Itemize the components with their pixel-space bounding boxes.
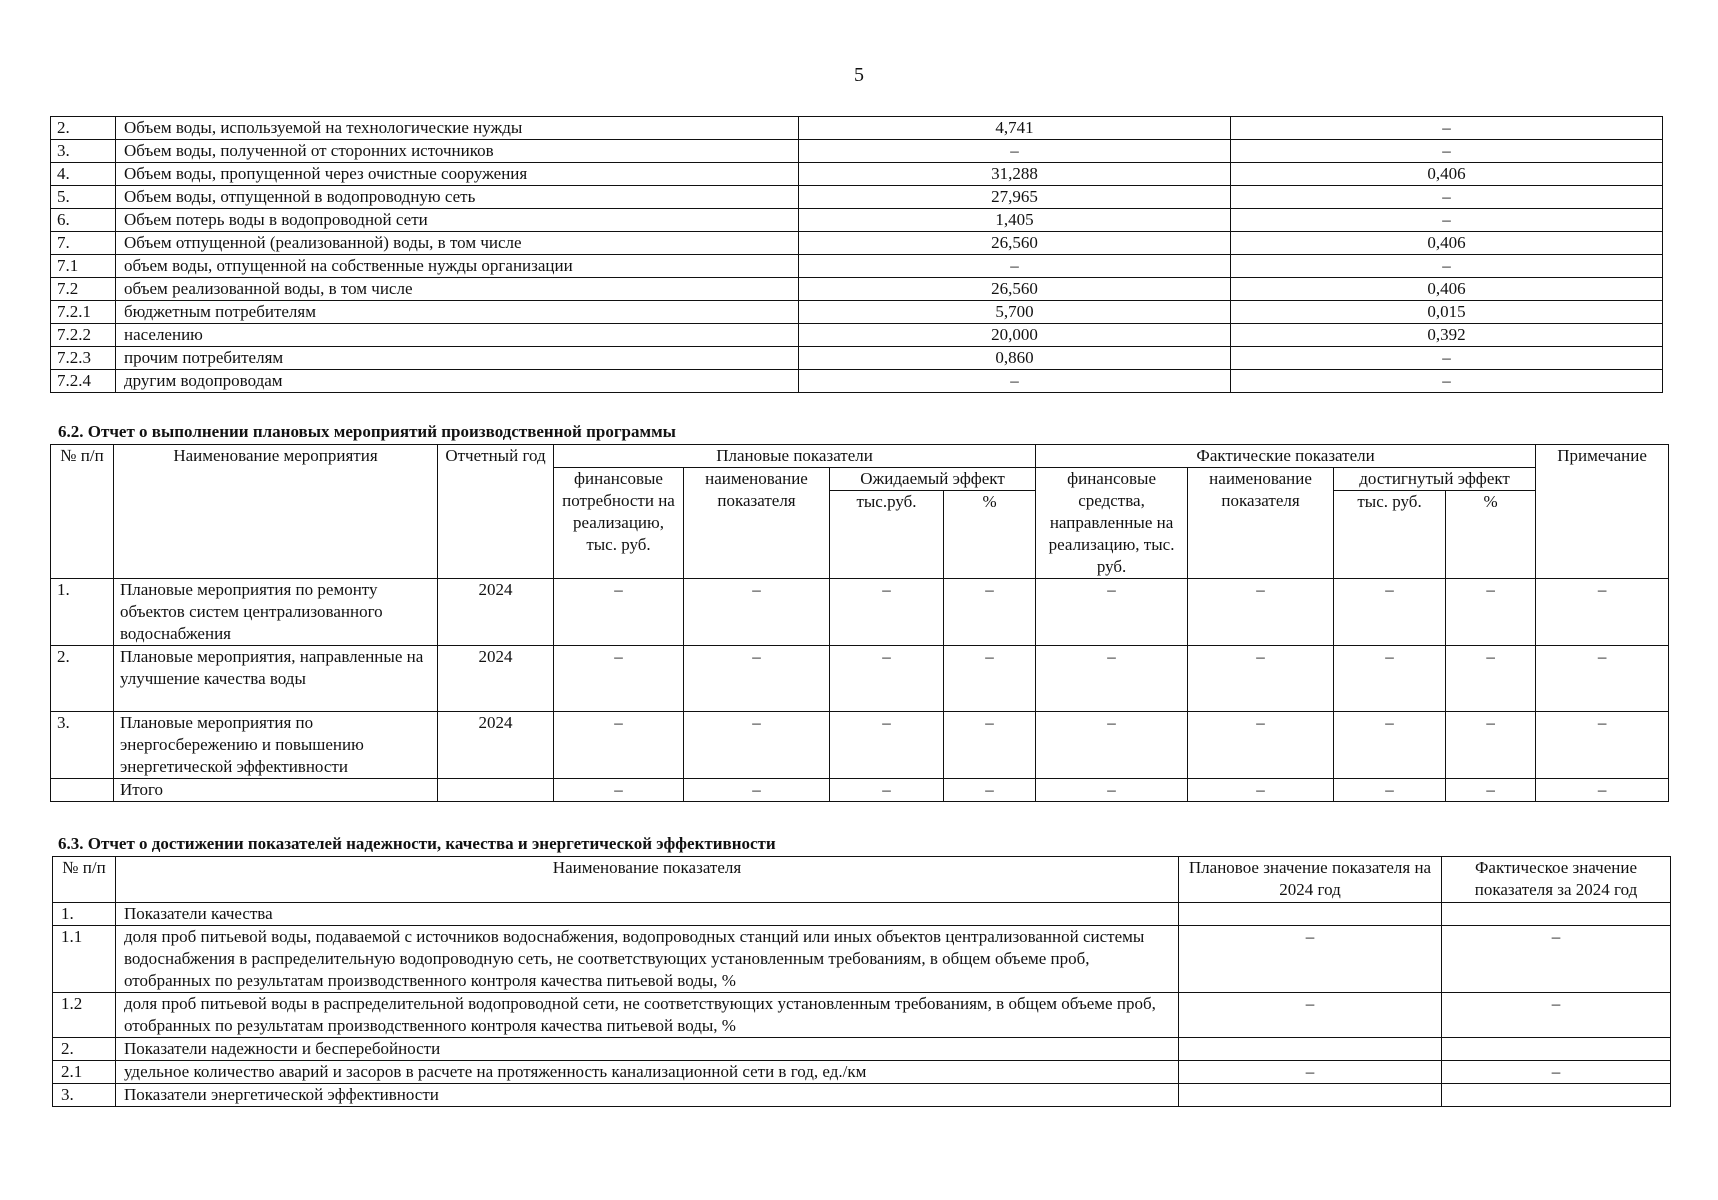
row-cell: – <box>944 779 1036 802</box>
row-name: Плановые мероприятия, направленные на улучшение качества воды <box>114 646 438 712</box>
row-value-1: 0,860 <box>799 347 1231 370</box>
table-row <box>51 255 1663 278</box>
table-row <box>53 1061 1671 1084</box>
header-fact-pct: % <box>1446 491 1536 579</box>
table-row <box>51 579 1669 646</box>
header-plan-pct: % <box>944 491 1036 579</box>
row-name: Итого <box>114 779 438 802</box>
row-fact <box>1442 903 1671 926</box>
row-cell: – <box>1334 779 1446 802</box>
table-row <box>51 712 1669 779</box>
row-cell: – <box>1036 779 1188 802</box>
header-num: № п/п <box>53 857 116 903</box>
row-value-2: – <box>1231 140 1663 163</box>
table-row <box>51 163 1663 186</box>
row-plan: – <box>1179 1061 1442 1084</box>
header-row <box>51 445 1669 468</box>
row-cell: – <box>684 579 830 646</box>
row-fact <box>1442 1084 1671 1107</box>
row-number: 1.2 <box>53 993 116 1038</box>
row-value-1: 20,000 <box>799 324 1231 347</box>
row-value-1: – <box>799 370 1231 393</box>
row-value-1: 26,560 <box>799 232 1231 255</box>
row-name: Объем воды, полученной от сторонних источников <box>116 140 799 163</box>
row-cell: – <box>1036 579 1188 646</box>
row-number: 7.2 <box>51 278 116 301</box>
row-cell: – <box>1334 579 1446 646</box>
header-fact-rub: тыс. руб. <box>1334 491 1446 579</box>
row-value-1: 27,965 <box>799 186 1231 209</box>
header-year: Отчетный год <box>438 445 554 579</box>
header-plan: Плановое значение показателя на 2024 год <box>1179 857 1442 903</box>
table-row <box>51 301 1663 324</box>
table-row <box>53 993 1671 1038</box>
row-number: 7.2.4 <box>51 370 116 393</box>
row-name: доля проб питьевой воды, подаваемой с источников водоснабжения, водопроводных станций или иных объектов централизованной системы водоснабжения в распределительную водопроводную сеть, не соответствующих установленным требованиям, в общем объеме проб, отобранных по результатам производственного контроля качества питьевой воды, % <box>116 926 1179 993</box>
row-fact <box>1442 1038 1671 1061</box>
section-63-title: 6.3. Отчет о достижении показателей надежности, качества и энергетической эффективности <box>58 834 776 853</box>
header-fact: Фактическое значение показателя за 2024 год <box>1442 857 1671 903</box>
row-value-2: 0,406 <box>1231 278 1663 301</box>
row-cell: – <box>830 646 944 712</box>
total-row <box>51 779 1669 802</box>
row-cell: – <box>1188 646 1334 712</box>
header-planned: Плановые показатели <box>554 445 1036 468</box>
row-name: удельное количество аварий и засоров в расчете на протяженность канализационной сети в год, ед./км <box>116 1061 1179 1084</box>
row-cell: – <box>830 712 944 779</box>
table-row <box>53 1084 1671 1107</box>
row-number: 7.2.1 <box>51 301 116 324</box>
row-value-2: – <box>1231 347 1663 370</box>
table-row <box>51 646 1669 712</box>
row-cell: – <box>1446 712 1536 779</box>
row-cell: – <box>1334 646 1446 712</box>
row-name: Показатели энергетической эффективности <box>116 1084 1179 1107</box>
row-value-1: – <box>799 255 1231 278</box>
row-number: 2. <box>51 646 114 712</box>
row-year: 2024 <box>438 712 554 779</box>
row-cell: – <box>830 579 944 646</box>
row-value-2: – <box>1231 370 1663 393</box>
row-cell: – <box>554 712 684 779</box>
row-number: 2. <box>53 1038 116 1061</box>
table-row <box>51 186 1663 209</box>
page-number: 5 <box>854 64 864 86</box>
table-row <box>53 1038 1671 1061</box>
row-year <box>438 779 554 802</box>
row-value-1: 5,700 <box>799 301 1231 324</box>
row-cell: – <box>830 779 944 802</box>
row-value-1: 4,741 <box>799 117 1231 140</box>
row-cell: – <box>1536 779 1669 802</box>
row-cell: – <box>554 646 684 712</box>
table-row <box>51 209 1663 232</box>
section-62-title: 6.2. Отчет о выполнении плановых мероприятий производственной программы <box>58 422 676 441</box>
row-cell: – <box>554 779 684 802</box>
row-value-2: 0,015 <box>1231 301 1663 324</box>
row-fact: – <box>1442 926 1671 993</box>
row-value-1: 26,560 <box>799 278 1231 301</box>
row-cell: – <box>944 646 1036 712</box>
row-fact: – <box>1442 993 1671 1038</box>
row-cell: – <box>684 779 830 802</box>
row-cell: – <box>684 646 830 712</box>
row-number <box>51 779 114 802</box>
header-row <box>53 857 1671 903</box>
row-year: 2024 <box>438 646 554 712</box>
row-name: прочим потребителям <box>116 347 799 370</box>
row-plan: – <box>1179 926 1442 993</box>
row-fact: – <box>1442 1061 1671 1084</box>
row-plan <box>1179 903 1442 926</box>
header-fact-indicator: наименование показателя <box>1188 468 1334 579</box>
header-note: Примечание <box>1536 445 1669 579</box>
row-cell: – <box>1446 579 1536 646</box>
row-year: 2024 <box>438 579 554 646</box>
row-name: объем воды, отпущенной на собственные нужды организации <box>116 255 799 278</box>
row-name: Объем воды, отпущенной в водопроводную сеть <box>116 186 799 209</box>
planned-activities-table <box>50 444 1669 802</box>
row-name: бюджетным потребителям <box>116 301 799 324</box>
header-plan-fin: финансовые потребности на реализацию, тыс. руб. <box>554 468 684 579</box>
header-fact-fin: финансовые средства, направленные на реализацию, тыс. руб. <box>1036 468 1188 579</box>
row-number: 1. <box>53 903 116 926</box>
row-cell: – <box>944 579 1036 646</box>
row-value-2: – <box>1231 117 1663 140</box>
row-name: населению <box>116 324 799 347</box>
row-cell: – <box>1446 646 1536 712</box>
header-name: Наименование показателя <box>116 857 1179 903</box>
row-number: 6. <box>51 209 116 232</box>
row-number: 7.2.2 <box>51 324 116 347</box>
table-row <box>51 324 1663 347</box>
row-name: Объем потерь воды в водопроводной сети <box>116 209 799 232</box>
row-number: 2.1 <box>53 1061 116 1084</box>
row-cell: – <box>1536 712 1669 779</box>
row-number: 7. <box>51 232 116 255</box>
row-cell: – <box>1036 712 1188 779</box>
row-number: 7.1 <box>51 255 116 278</box>
indicators-table <box>52 856 1671 1107</box>
row-cell: – <box>1446 779 1536 802</box>
header-plan-rub: тыс.руб. <box>830 491 944 579</box>
table-row <box>51 232 1663 255</box>
water-volume-table <box>50 116 1663 393</box>
row-cell: – <box>1536 646 1669 712</box>
row-plan <box>1179 1084 1442 1107</box>
header-plan-indicator: наименование показателя <box>684 468 830 579</box>
row-cell: – <box>1536 579 1669 646</box>
row-number: 4. <box>51 163 116 186</box>
table-row <box>53 926 1671 993</box>
row-number: 3. <box>51 140 116 163</box>
row-value-2: 0,406 <box>1231 232 1663 255</box>
row-value-1: 31,288 <box>799 163 1231 186</box>
row-number: 5. <box>51 186 116 209</box>
row-value-2: – <box>1231 186 1663 209</box>
header-actual: Фактические показатели <box>1036 445 1536 468</box>
row-number: 7.2.3 <box>51 347 116 370</box>
row-value-2: 0,406 <box>1231 163 1663 186</box>
row-name: Показатели качества <box>116 903 1179 926</box>
row-name: Объем отпущенной (реализованной) воды, в том числе <box>116 232 799 255</box>
row-cell: – <box>1188 579 1334 646</box>
row-number: 3. <box>51 712 114 779</box>
header-num: № п/п <box>51 445 114 579</box>
header-plan-effect: Ожидаемый эффект <box>830 468 1036 491</box>
table-row <box>51 347 1663 370</box>
row-plan: – <box>1179 993 1442 1038</box>
table-row <box>51 117 1663 140</box>
row-number: 2. <box>51 117 116 140</box>
row-plan <box>1179 1038 1442 1061</box>
header-fact-effect: достигнутый эффект <box>1334 468 1536 491</box>
row-cell: – <box>1036 646 1188 712</box>
row-number: 1. <box>51 579 114 646</box>
row-cell: – <box>684 712 830 779</box>
table-row <box>51 140 1663 163</box>
row-cell: – <box>554 579 684 646</box>
row-cell: – <box>1188 779 1334 802</box>
row-name: доля проб питьевой воды в распределительной водопроводной сети, не соответствующих установленным требованиям, в общем объеме проб, отобранных по результатам производственного контроля качества питьевой воды, % <box>116 993 1179 1038</box>
row-name: Показатели надежности и бесперебойности <box>116 1038 1179 1061</box>
row-value-2: 0,392 <box>1231 324 1663 347</box>
row-value-1: 1,405 <box>799 209 1231 232</box>
table-row <box>51 278 1663 301</box>
row-name: Плановые мероприятия по ремонту объектов систем централизованного водоснабжения <box>114 579 438 646</box>
row-number: 1.1 <box>53 926 116 993</box>
row-number: 3. <box>53 1084 116 1107</box>
row-name: другим водопроводам <box>116 370 799 393</box>
row-cell: – <box>1334 712 1446 779</box>
row-cell: – <box>1188 712 1334 779</box>
row-name: Объем воды, пропущенной через очистные сооружения <box>116 163 799 186</box>
row-name: Объем воды, используемой на технологические нужды <box>116 117 799 140</box>
row-cell: – <box>944 712 1036 779</box>
row-value-2: – <box>1231 209 1663 232</box>
row-name: Плановые мероприятия по энергосбережению и повышению энергетической эффективности <box>114 712 438 779</box>
row-name: объем реализованной воды, в том числе <box>116 278 799 301</box>
row-value-1: – <box>799 140 1231 163</box>
table-row <box>53 903 1671 926</box>
table-row <box>51 370 1663 393</box>
header-name: Наименование мероприятия <box>114 445 438 579</box>
row-value-2: – <box>1231 255 1663 278</box>
